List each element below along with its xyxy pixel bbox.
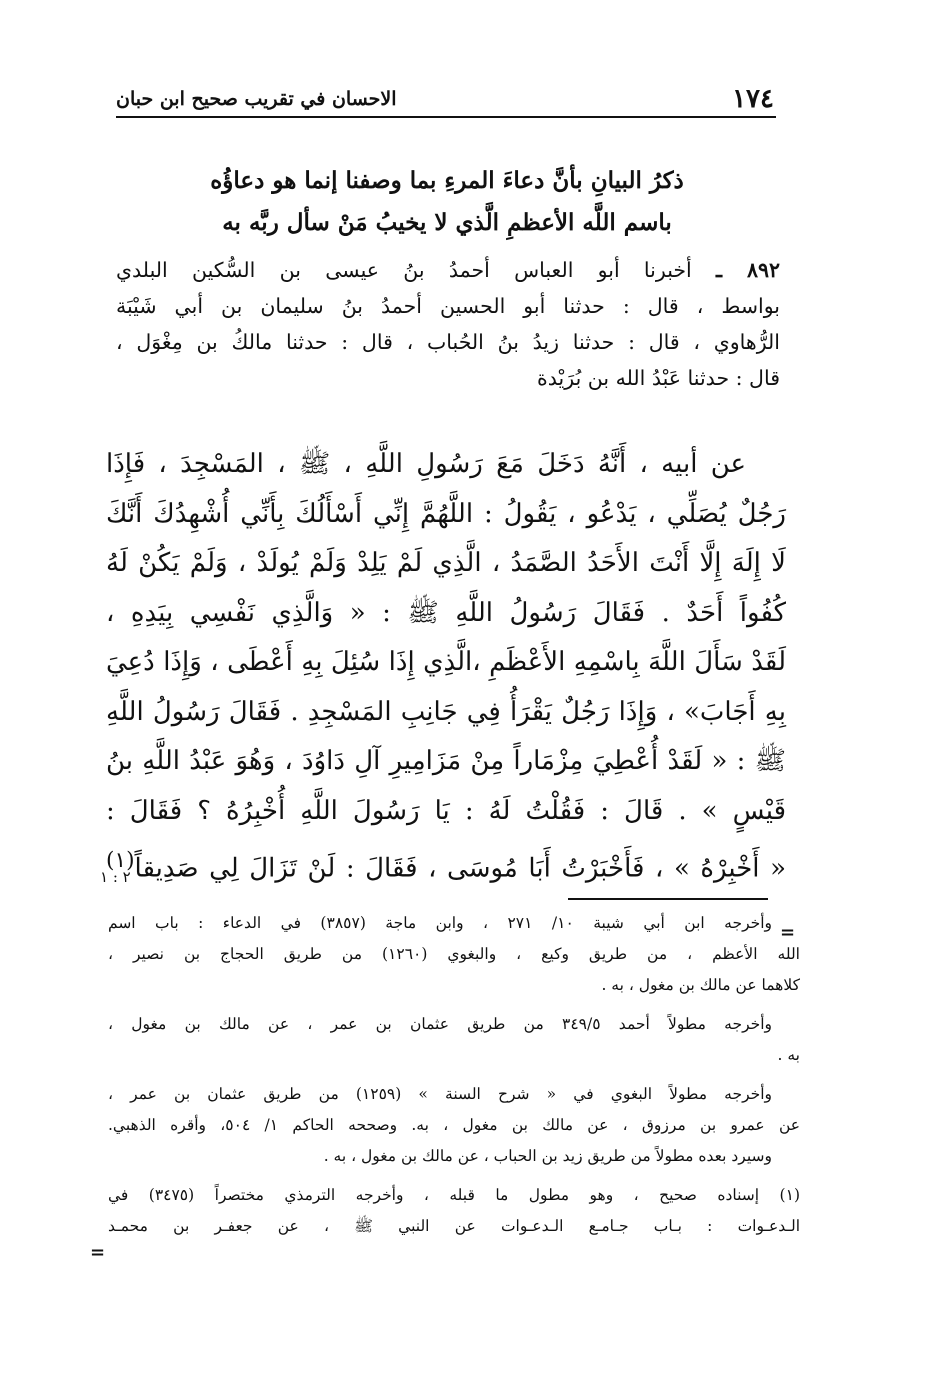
hadith-isnad: [116, 252, 780, 396]
footnote-paragraph: [108, 1079, 800, 1172]
footnote-line: كلاهما عن مالك بن مغول ، به .: [601, 976, 800, 994]
chapter-title: [110, 160, 784, 244]
margin-note: ٢ : ١: [100, 868, 131, 886]
isnad-line: [116, 252, 780, 288]
hadith-matn: [106, 440, 786, 894]
chapter-title-line: باسم اللَّه الأعظمِ الَّذي لا يخيبُ مَنْ سأل ربَّه به: [222, 209, 672, 236]
matn-line: [106, 836, 786, 894]
matn-text: « أَخْبِرْهُ » ، فَأَخْبَرْتُ أَبَا مُوسَى ، فَقَالَ : لَنْ تَزَالَ لِي صَدِيقاً: [134, 853, 786, 884]
page-number: ١٧٤: [732, 84, 774, 114]
footnote-line: الـدعـوات : بـاب جـامـع الـدعـوات عن النبي ﷺ ، عن جعفـر بن محمـد: [108, 1217, 800, 1235]
footnote-line: الله الأعظم ، من طريق وكيع ، والبغوي (١٢٦٠) من طريق الحجاج بن نصير ،: [108, 945, 800, 963]
footnote-line: عن عمرو بن مرزوق ، عن مالك بن مغول ، به. وصححه الحاكم ١/ ٥٠٤، وأقره الذهبي.: [108, 1116, 801, 1134]
matn-line: ﷺ : « لَقَدْ أُعْطِيَ مِزْمَاراً مِنْ مَزَامِيرِ آلِ دَاوُدَ ، وَهُوَ عَبْدُ اللَّهِ بنُ: [106, 746, 786, 776]
matn-line: رَجُلٌ يُصَلِّي ، يَدْعُو ، يَقُولُ : اللَّهُمَّ إِنِّي أَسْأَلُكَ بِأَنِّي أُشْهِدُكَ أَنَّكَ: [106, 498, 786, 529]
footnote-reference: (١): [106, 848, 135, 873]
continuation-mark-end: =: [90, 1242, 106, 1263]
chapter-title-line: ذكرُ البيانِ بأنَّ دعاءَ المرءِ بما وصفنا إنما هو دعاؤُه: [210, 167, 684, 194]
footnote-line: وأخرجه ابن أبي شيبة ١٠/ ٢٧١ ، وابن ماجة (٣٨٥٧) في الدعاء : باب اسم: [108, 914, 772, 932]
footnote-line: وأخرجه مطولاً أحمد ٣٤٩/٥ من طريق عثمان بن عمر ، عن مالك بن مغول ،: [108, 1015, 772, 1033]
matn-line: لَقَدْ سَأَلَ اللَّهَ بِاسْمِهِ الأَعْظَمِ ،الَّذِي إِذَا سُئِلَ بِهِ أَعْطَى ، وَإِذَا دُعِيَ: [106, 647, 786, 677]
matn-line: بِهِ أَجَابَ» ، وَإِذَا رَجُلٌ يَقْرَأُ فِي جَانِبِ المَسْجِدِ . فَقَالَ رَسُولُ اللَّهِ: [106, 696, 786, 727]
footnote-line: وسيرد بعده مطولاً من طريق زيد بن الحباب ، عن مالك بن مغول ، به .: [323, 1147, 772, 1165]
footnote-separator: [568, 898, 768, 900]
matn-line: قَيْسٍ » . قَالَ : فَقُلْتُ لَهُ : يَا رَسُولَ اللَّهِ أُخْبِرُهُ ؟ فَقَالَ :: [106, 795, 786, 826]
footnote-paragraph: [108, 908, 800, 1001]
isnad-line: قال : حدثنا عَبْدُ الله بن بُرَيْدة: [537, 366, 780, 390]
isnad-line: بواسط ، قال : حدثنا أبو الحسين أحمدُ بنُ سليمان بن أبي شَيْبَة: [116, 294, 780, 318]
matn-line: لَا إِلَهَ إِلَّا أَنْتَ الأَحَدُ الصَّمَدُ ، الَّذِي لَمْ يَلِدْ وَلَمْ يُولَدْ ، وَلَمْ يَكُنْ لَهُ: [106, 548, 786, 578]
running-title: الاحسان في تقريب صحيح ابن حبان: [116, 88, 397, 110]
page-header: [116, 84, 776, 118]
footnotes: [108, 908, 800, 1250]
footnote-line: وأخرجه مطولاً البغوي في « شرح السنة » (١٢٥٩) من طريق عثمان بن عمر ،: [108, 1085, 772, 1103]
isnad-line: الرُّهاوي ، قال : حدثنا زيدُ بنُ الحُباب ، قال : حدثنا مالكُ بن مِغْوَل ،: [116, 330, 780, 354]
matn-line: عن أبيه ، أَنَّهُ دَخَلَ مَعَ رَسُولِ اللَّهِ ، ﷺ ، المَسْجِدَ ، فَإِذَا: [106, 449, 746, 479]
footnote-line: (١) إسناده صحيح ، وهو مطول ما قبله ، وأخرجه الترمذي مختصراً (٣٤٧٥) في: [108, 1186, 800, 1204]
matn-line: كُفُواً أَحَدٌ . فَقَالَ رَسُولُ اللَّهِ ﷺ : « وَالَّذِي نَفْسِي بِيَدِهِ ،: [106, 597, 786, 628]
header-rule: [116, 116, 776, 118]
hadith-number: ٨٩٢ ـ: [716, 258, 780, 282]
footnote-line: به .: [777, 1046, 800, 1064]
isnad-text: أخبرنا أبو العباس أحمدُ بنُ عيسى بن السُّكين البلدي: [116, 258, 692, 282]
continuation-mark: =: [780, 922, 796, 943]
footnote-paragraph: [108, 1009, 800, 1071]
footnote-1: [108, 1180, 800, 1242]
